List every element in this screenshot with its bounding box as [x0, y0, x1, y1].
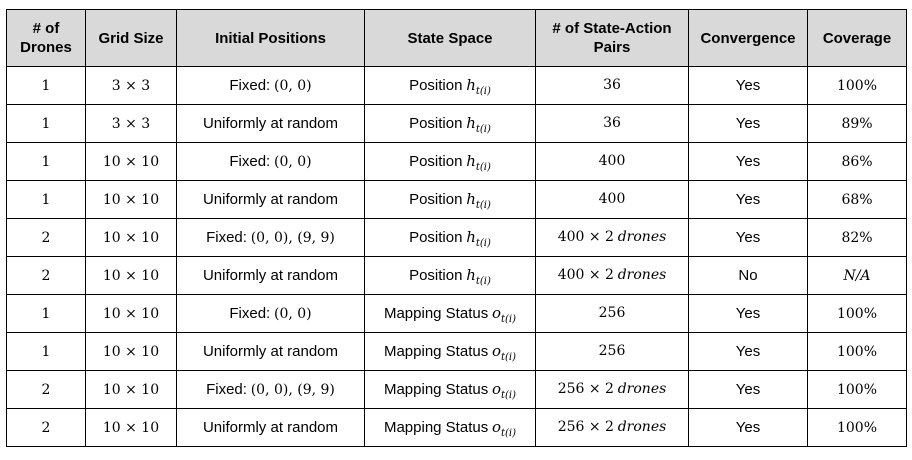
cell-state-space [365, 67, 536, 105]
state-space-variable: h [466, 266, 476, 284]
state-space-subscript: t(i) [500, 428, 517, 439]
cell-coverage [808, 143, 907, 181]
table-row [7, 181, 907, 219]
cell-convergence [689, 333, 808, 371]
table-row [7, 105, 907, 143]
cell-drones [7, 371, 86, 409]
cell-grid-size [86, 219, 177, 257]
drones-value: 2 [41, 229, 51, 246]
coverage-value: 86% [841, 153, 873, 170]
cell-state-space [365, 219, 536, 257]
initial-positions-label: Fixed: [206, 380, 247, 398]
state-space-label: Mapping Status [383, 343, 489, 360]
cell-drones [7, 295, 86, 333]
coverage-value: 100% [836, 419, 878, 436]
drones-value: 1 [41, 305, 51, 322]
header-state-action-pairs: # of State-Action Pairs [536, 10, 689, 67]
state-action-pairs-value: 256 [598, 305, 626, 321]
header-grid-size: Grid Size [86, 10, 177, 67]
cell-drones [7, 333, 86, 371]
cell-state-space [365, 143, 536, 181]
coverage-value: 89% [841, 115, 873, 132]
drones-value: 1 [41, 115, 51, 132]
cell-state-space [365, 105, 536, 143]
state-space-variable: h [466, 114, 476, 132]
cell-convergence [689, 257, 808, 295]
cell-convergence [689, 181, 808, 219]
coverage-value: 100% [836, 77, 878, 94]
state-space-subscript: t(i) [475, 238, 491, 249]
cell-coverage [808, 219, 907, 257]
cell-initial-positions [177, 105, 365, 143]
coverage-value: 82% [841, 229, 873, 246]
convergence-value: Yes [735, 419, 761, 436]
drones-value: 1 [41, 191, 51, 208]
cell-convergence [689, 219, 808, 257]
state-space-variable: h [466, 152, 476, 170]
state-action-pairs-value: 400 [598, 191, 626, 207]
drones-value: 1 [41, 153, 51, 170]
cell-state-space [365, 333, 536, 371]
state-action-pairs-value: 256 × 2 [557, 381, 614, 397]
cell-coverage [808, 409, 907, 447]
cell-state-action-pairs [536, 67, 689, 105]
initial-positions-label: Uniformly at random [202, 266, 339, 284]
cell-state-action-pairs [536, 371, 689, 409]
state-space-variable: h [466, 228, 476, 246]
coverage-value: 100% [836, 343, 878, 360]
drones-value: 2 [41, 267, 51, 284]
cell-initial-positions [177, 219, 365, 257]
table-row [7, 409, 907, 447]
cell-state-action-pairs [536, 181, 689, 219]
drones-value: 1 [41, 77, 51, 94]
cell-grid-size [86, 371, 177, 409]
coverage-value: N/A [843, 267, 871, 284]
table-row [7, 219, 907, 257]
convergence-value: Yes [735, 115, 761, 132]
initial-positions-label: Uniformly at random [202, 418, 339, 436]
convergence-value: Yes [735, 305, 761, 322]
cell-initial-positions [177, 257, 365, 295]
state-space-subscript: t(i) [475, 124, 491, 135]
grid-size-value: 3 × 3 [111, 77, 151, 94]
cell-initial-positions [177, 371, 365, 409]
cell-state-space [365, 257, 536, 295]
cell-convergence [689, 143, 808, 181]
cell-state-space [365, 181, 536, 219]
cell-state-space [365, 295, 536, 333]
convergence-value: No [738, 267, 758, 284]
cell-initial-positions [177, 409, 365, 447]
cell-initial-positions [177, 67, 365, 105]
state-space-label: Position [409, 153, 463, 170]
convergence-value: Yes [735, 191, 761, 208]
header-state-space: State Space [365, 10, 536, 67]
grid-size-value: 10 × 10 [102, 153, 160, 170]
header-convergence: Convergence [689, 10, 808, 67]
state-action-pairs-unit: drones [617, 267, 667, 283]
coverage-value: 100% [836, 305, 878, 322]
cell-coverage [808, 67, 907, 105]
state-action-pairs-unit: drones [617, 419, 667, 435]
grid-size-value: 10 × 10 [102, 267, 160, 284]
state-space-variable: h [466, 76, 476, 94]
state-space-label: Mapping Status [383, 419, 489, 436]
state-action-pairs-value: 36 [603, 77, 621, 93]
state-space-label: Position [409, 267, 463, 284]
initial-positions-label: Fixed: [229, 304, 271, 322]
cell-state-action-pairs [536, 105, 689, 143]
state-space-subscript: t(i) [475, 200, 491, 211]
table-row [7, 67, 907, 105]
cell-drones [7, 219, 86, 257]
state-action-pairs-value: 256 × 2 [557, 419, 614, 435]
header-row [7, 10, 907, 67]
drones-value: 2 [41, 419, 51, 436]
convergence-value: Yes [735, 153, 761, 170]
cell-coverage [808, 295, 907, 333]
state-space-subscript: t(i) [475, 162, 491, 173]
state-action-pairs-value: 36 [603, 115, 621, 131]
state-action-pairs-unit: drones [617, 381, 667, 397]
state-space-label: Position [409, 115, 463, 132]
header-drones: # of Drones [7, 10, 86, 67]
cell-state-action-pairs [536, 219, 689, 257]
state-space-label: Position [409, 77, 463, 94]
cell-drones [7, 143, 86, 181]
grid-size-value: 3 × 3 [111, 115, 151, 132]
initial-positions-value: (0, 0) [273, 305, 312, 322]
cell-grid-size [86, 67, 177, 105]
cell-convergence [689, 67, 808, 105]
initial-positions-value: (0, 0), (9, 9) [250, 229, 335, 246]
cell-drones [7, 67, 86, 105]
initial-positions-value: (0, 0) [273, 77, 312, 94]
table-row [7, 143, 907, 181]
results-table [6, 9, 907, 447]
cell-convergence [689, 371, 808, 409]
cell-drones [7, 257, 86, 295]
state-space-variable: o [491, 418, 501, 436]
cell-drones [7, 181, 86, 219]
cell-drones [7, 409, 86, 447]
cell-grid-size [86, 105, 177, 143]
state-space-label: Position [409, 191, 463, 208]
state-action-pairs-value: 400 [598, 153, 626, 169]
cell-drones [7, 105, 86, 143]
grid-size-value: 10 × 10 [102, 343, 160, 360]
table-row [7, 295, 907, 333]
cell-initial-positions [177, 143, 365, 181]
cell-coverage [808, 181, 907, 219]
state-action-pairs-unit: drones [617, 229, 667, 245]
grid-size-value: 10 × 10 [102, 305, 160, 322]
coverage-value: 68% [841, 191, 873, 208]
state-space-variable: h [466, 190, 476, 208]
initial-positions-value: (0, 0), (9, 9) [250, 381, 335, 398]
cell-state-space [365, 371, 536, 409]
convergence-value: Yes [735, 77, 761, 94]
cell-state-space [365, 409, 536, 447]
state-space-subscript: t(i) [475, 276, 491, 287]
state-space-subscript: t(i) [500, 390, 517, 401]
initial-positions-label: Uniformly at random [202, 114, 339, 132]
table-row [7, 257, 907, 295]
header-initial-positions: Initial Positions [177, 10, 365, 67]
cell-state-action-pairs [536, 295, 689, 333]
cell-grid-size [86, 143, 177, 181]
header-coverage: Coverage [808, 10, 907, 67]
table-row [7, 371, 907, 409]
cell-grid-size [86, 409, 177, 447]
cell-initial-positions [177, 333, 365, 371]
state-space-variable: o [491, 380, 501, 398]
state-action-pairs-value: 400 × 2 [557, 267, 614, 283]
drones-value: 2 [41, 381, 51, 398]
cell-grid-size [86, 257, 177, 295]
state-action-pairs-value: 256 [598, 343, 626, 359]
cell-convergence [689, 409, 808, 447]
cell-convergence [689, 105, 808, 143]
initial-positions-label: Fixed: [229, 76, 271, 94]
convergence-value: Yes [735, 343, 761, 360]
cell-coverage [808, 333, 907, 371]
cell-initial-positions [177, 295, 365, 333]
drones-value: 1 [41, 343, 51, 360]
state-space-label: Mapping Status [383, 381, 489, 398]
table-body [7, 67, 907, 447]
state-space-label: Position [409, 229, 463, 246]
grid-size-value: 10 × 10 [102, 419, 160, 436]
grid-size-value: 10 × 10 [102, 191, 160, 208]
initial-positions-label: Fixed: [206, 228, 247, 246]
coverage-value: 100% [836, 381, 878, 398]
table-row [7, 333, 907, 371]
grid-size-value: 10 × 10 [102, 381, 160, 398]
initial-positions-label: Uniformly at random [202, 342, 339, 360]
cell-state-action-pairs [536, 257, 689, 295]
cell-convergence [689, 295, 808, 333]
cell-grid-size [86, 295, 177, 333]
initial-positions-label: Fixed: [229, 152, 271, 170]
cell-coverage [808, 257, 907, 295]
initial-positions-value: (0, 0) [273, 153, 312, 170]
initial-positions-label: Uniformly at random [202, 190, 339, 208]
state-space-subscript: t(i) [475, 86, 491, 97]
state-action-pairs-value: 400 × 2 [557, 229, 614, 245]
grid-size-value: 10 × 10 [102, 229, 160, 246]
state-space-subscript: t(i) [500, 352, 517, 363]
cell-state-action-pairs [536, 333, 689, 371]
cell-grid-size [86, 333, 177, 371]
table-header [7, 10, 907, 67]
convergence-value: Yes [735, 381, 761, 398]
cell-state-action-pairs [536, 143, 689, 181]
state-space-label: Mapping Status [383, 305, 489, 322]
cell-coverage [808, 105, 907, 143]
state-space-variable: o [491, 304, 501, 322]
cell-coverage [808, 371, 907, 409]
state-space-variable: o [491, 342, 501, 360]
state-space-subscript: t(i) [500, 314, 517, 325]
cell-grid-size [86, 181, 177, 219]
cell-initial-positions [177, 181, 365, 219]
cell-state-action-pairs [536, 409, 689, 447]
convergence-value: Yes [735, 229, 761, 246]
